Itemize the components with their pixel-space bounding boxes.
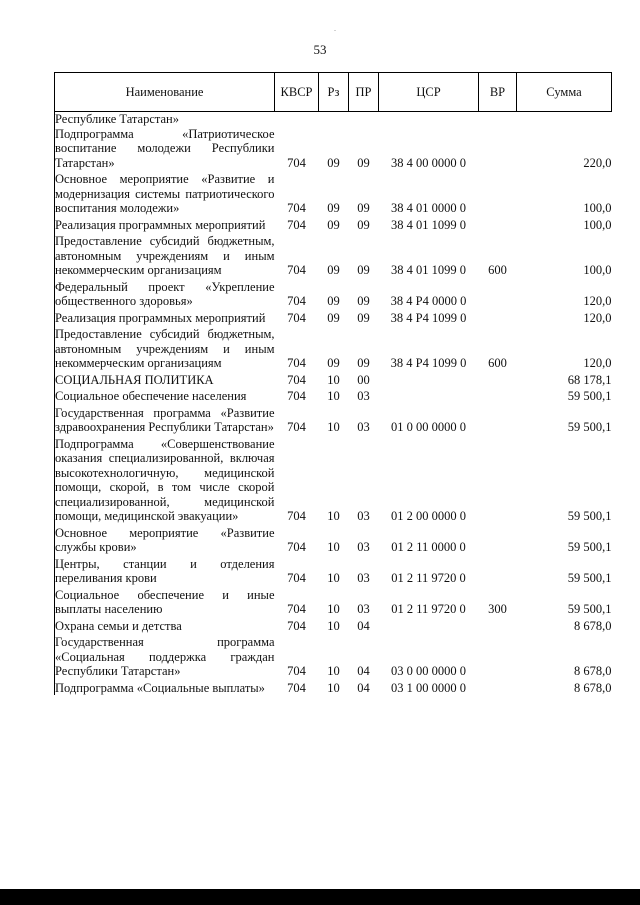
cell-csr [379, 619, 479, 634]
cell-csr: 38 4 P4 1099 0 [390, 310, 467, 325]
table-row [55, 127, 612, 171]
cell-pr: 09 [357, 356, 370, 370]
header-kvsr: КВСР [275, 73, 319, 112]
cell-vr [479, 557, 517, 586]
cell-kvsr: 704 [287, 540, 306, 554]
cell-sum: 220,0 [583, 155, 612, 170]
cell-rz [319, 112, 349, 127]
cell-pr: 09 [357, 155, 370, 170]
cell-csr: 01 2 11 9720 0 [391, 571, 466, 585]
header-sum: Сумма [517, 73, 612, 112]
cell-rz: 10 [327, 664, 340, 678]
cell-kvsr: 704 [287, 356, 306, 370]
cell-rz: 10 [327, 680, 340, 695]
header-csr: ЦСР [379, 73, 479, 112]
cell-vr [479, 437, 517, 524]
cell-name: Республике Татарстан» [55, 112, 275, 127]
cell-name: СОЦИАЛЬНАЯ ПОЛИТИКА [55, 373, 275, 388]
cell-csr: 03 1 00 0000 0 [391, 680, 466, 695]
table-row [55, 234, 612, 278]
cell-kvsr: 704 [287, 618, 306, 633]
cell-pr: 09 [357, 201, 370, 215]
cell-csr: 01 2 00 0000 0 [391, 509, 466, 523]
cell-csr: 38 4 00 0000 0 [391, 155, 466, 170]
cell-sum: 120,0 [583, 294, 612, 308]
table-row [55, 280, 612, 309]
cell-sum: 59 500,1 [567, 540, 612, 554]
cell-name: Предоставление субсидий бюджетным, автономным учреждениям и иным некоммерческим организациям [55, 327, 275, 370]
table-row [55, 373, 612, 388]
header-vr: ВР [479, 73, 517, 112]
cell-vr [479, 280, 517, 309]
cell-sum: 59 500,1 [567, 509, 612, 523]
cell-name: Центры, станции и отделения переливания крови [55, 556, 275, 585]
cell-kvsr: 704 [287, 217, 306, 232]
cell-rz: 10 [327, 389, 340, 403]
cell-rz: 10 [327, 571, 340, 585]
cell-sum: 59 500,1 [567, 420, 612, 434]
cell-pr: 09 [357, 217, 370, 232]
cell-sum: 120,0 [583, 310, 612, 325]
cell-pr: 00 [357, 372, 370, 387]
cell-pr: 03 [357, 602, 370, 616]
scan-mark: - [334, 28, 336, 34]
cell-vr: 300 [488, 602, 507, 616]
table-row [55, 588, 612, 617]
cell-kvsr: 704 [287, 680, 306, 695]
cell-rz: 09 [327, 201, 340, 215]
cell-name: Подпрограмма «Совершенствование оказания специализированной, включая высокотехнологичную, медицинской помощи, скорой, в том числе скорой специализированной, медицинской помощи, медицинской эвакуации» [55, 436, 275, 523]
cell-csr: 38 4 P4 0000 0 [390, 294, 467, 308]
cell-kvsr [275, 112, 319, 127]
cell-kvsr: 704 [287, 310, 306, 325]
page-number: 53 [313, 42, 327, 57]
cell-csr: 38 4 01 0000 0 [391, 201, 466, 215]
cell-kvsr: 704 [287, 201, 306, 215]
cell-pr: 03 [357, 389, 370, 403]
cell-pr: 09 [357, 310, 370, 325]
cell-csr: 38 4 01 1099 0 [391, 263, 466, 277]
cell-sum: 100,0 [583, 263, 612, 277]
table-row [55, 619, 612, 634]
cell-vr [479, 389, 517, 404]
cell-csr: 03 0 00 0000 0 [391, 664, 466, 678]
table-row [55, 389, 612, 404]
cell-pr: 04 [357, 680, 370, 695]
cell-name: Основное мероприятие «Развитие и модернизация системы патриотического воспитания молодежи» [55, 172, 275, 215]
table-row [55, 635, 612, 679]
cell-csr: 38 4 01 1099 0 [391, 217, 466, 232]
cell-vr: 600 [488, 263, 507, 277]
cell-vr [479, 127, 517, 171]
cell-name: Федеральный проект «Укрепление общественного здоровья» [55, 279, 275, 308]
cell-csr [379, 373, 479, 388]
header-pr: ПР [349, 73, 379, 112]
cell-name: Государственная программа «Развитие здравоохранения Республики Татарстан» [55, 405, 275, 434]
cell-rz: 10 [327, 509, 340, 523]
cell-kvsr: 704 [287, 509, 306, 523]
cell-name: Государственная программа «Социальная поддержка граждан Республики Татарстан» [55, 635, 275, 678]
cell-csr: 38 4 P4 1099 0 [390, 356, 467, 370]
cell-kvsr: 704 [287, 571, 306, 585]
cell-vr [479, 526, 517, 555]
budget-table [54, 72, 612, 695]
cell-rz: 10 [327, 540, 340, 554]
cell-kvsr: 704 [287, 372, 306, 387]
cell-sum: 8 678,0 [574, 680, 612, 695]
cell-rz: 10 [327, 618, 340, 633]
cell-sum: 100,0 [583, 201, 612, 215]
cell-pr: 09 [357, 294, 370, 308]
cell-pr: 04 [357, 664, 370, 678]
cell-pr: 03 [357, 509, 370, 523]
cell-vr [479, 681, 517, 696]
cell-pr: 04 [357, 618, 370, 633]
cell-vr [479, 112, 517, 127]
cell-kvsr: 704 [287, 664, 306, 678]
cell-kvsr: 704 [287, 602, 306, 616]
cell-vr [479, 218, 517, 233]
cell-rz: 09 [327, 155, 340, 170]
cell-csr: 01 2 11 9720 0 [391, 602, 466, 616]
cell-rz: 09 [327, 294, 340, 308]
cell-pr: 03 [357, 420, 370, 434]
cell-rz: 10 [327, 602, 340, 616]
cell-pr: 03 [357, 571, 370, 585]
table-row [55, 406, 612, 435]
cell-csr: 01 0 00 0000 0 [391, 420, 466, 434]
cell-name: Социальное обеспечение и иные выплаты населению [55, 587, 275, 616]
cell-rz: 09 [327, 356, 340, 370]
cell-kvsr: 704 [287, 389, 306, 403]
cell-name: Реализация программных мероприятий [55, 311, 275, 326]
cell-vr [479, 619, 517, 634]
cell-vr [479, 311, 517, 326]
cell-name: Подпрограмма «Патриотическое воспитание молодежи Республики Татарстан» [55, 126, 275, 170]
cell-vr [479, 172, 517, 216]
table-row [55, 557, 612, 586]
cell-rz: 10 [327, 372, 340, 387]
cell-csr [379, 112, 479, 127]
table-row [55, 526, 612, 555]
cell-vr: 600 [488, 356, 507, 370]
header-name: Наименование [55, 73, 275, 112]
cell-sum: 8 678,0 [574, 664, 612, 678]
table-row [55, 311, 612, 326]
cell-kvsr: 704 [287, 155, 306, 170]
cell-name: Реализация программных мероприятий [55, 218, 275, 233]
scan-bottom-border [0, 889, 640, 905]
cell-pr [349, 112, 379, 127]
cell-pr: 03 [357, 540, 370, 554]
cell-sum: 100,0 [583, 217, 612, 232]
cell-csr [379, 389, 479, 404]
cell-sum: 120,0 [583, 356, 612, 370]
cell-sum: 59 500,1 [567, 389, 612, 403]
cell-rz: 09 [327, 263, 340, 277]
table-row [55, 327, 612, 371]
cell-rz: 09 [327, 310, 340, 325]
cell-kvsr: 704 [287, 420, 306, 434]
cell-vr [479, 373, 517, 388]
cell-sum [517, 112, 612, 127]
cell-sum: 68 178,1 [567, 372, 612, 387]
cell-pr: 09 [357, 263, 370, 277]
table-row [55, 681, 612, 696]
cell-name: Предоставление субсидий бюджетным, автономным учреждениям и иным некоммерческим организациям [55, 234, 275, 277]
cell-kvsr: 704 [287, 294, 306, 308]
cell-name: Основное мероприятие «Развитие службы крови» [55, 525, 275, 554]
header-rz: Рз [319, 73, 349, 112]
cell-name: Подпрограмма «Социальные выплаты» [55, 681, 275, 696]
cell-rz: 10 [327, 420, 340, 434]
table-row [55, 437, 612, 524]
cell-vr [479, 635, 517, 679]
cell-sum: 8 678,0 [574, 618, 612, 633]
cell-rz: 09 [327, 217, 340, 232]
cell-vr [479, 406, 517, 435]
table-row [55, 172, 612, 216]
table-row [55, 218, 612, 233]
cell-name: Социальное обеспечение населения [55, 389, 275, 404]
cell-sum: 59 500,1 [567, 602, 612, 616]
cell-csr: 01 2 11 0000 0 [391, 540, 466, 554]
cell-name: Охрана семьи и детства [55, 619, 275, 634]
cell-kvsr: 704 [287, 263, 306, 277]
table-header-row [55, 73, 612, 112]
table-row [55, 112, 612, 127]
cell-sum: 59 500,1 [567, 571, 612, 585]
